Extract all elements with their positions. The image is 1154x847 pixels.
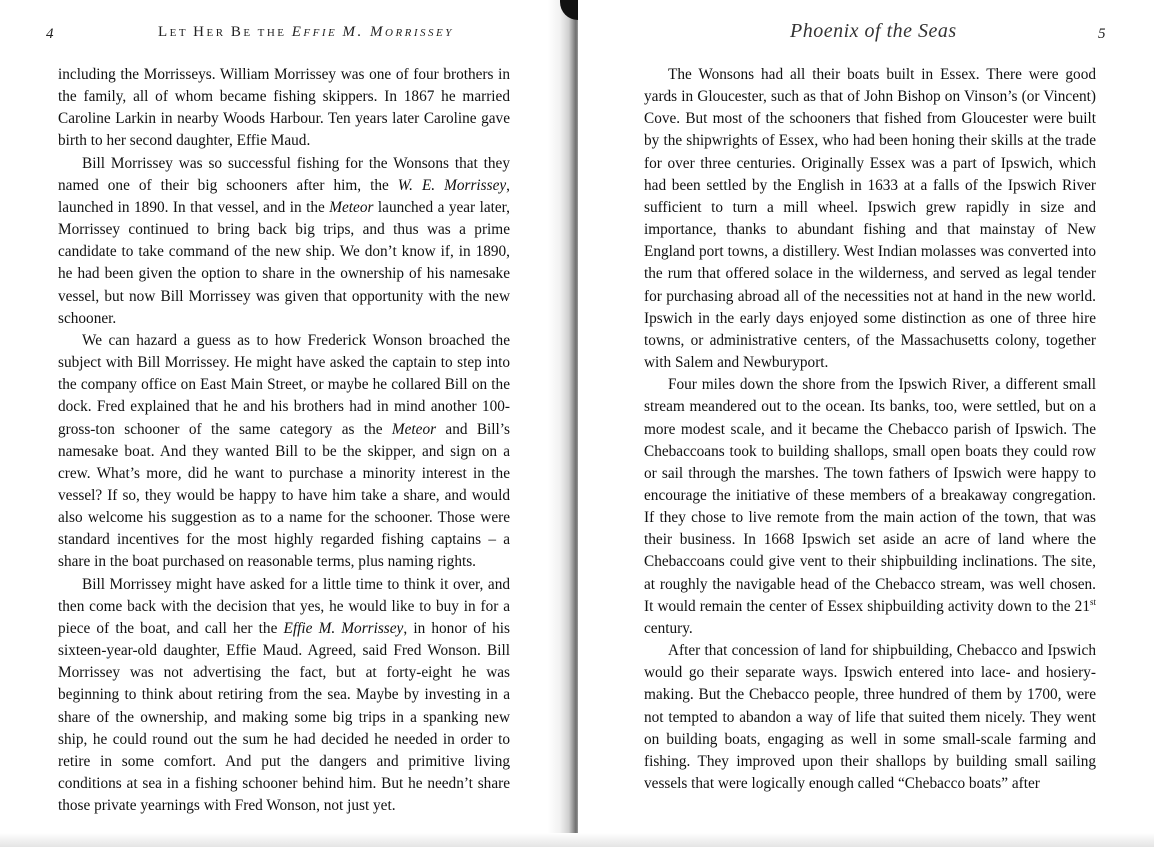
left-page [0, 0, 560, 847]
page-edge-shadow [0, 833, 1154, 847]
paragraph: We can hazard a guess as to how Frederick Wonson broached the subject with Bill Morrissey. He might have asked the captain to step into the company office on East Main Street, or maybe he collared Bill on the dock. Fred explained that he and his brothers had in mind another 100-gross-ton schooner of the same category as the Meteor and Bill’s namesake boat. And they wanted Bill to be the skipper, and sign on a crew. What’s more, did he want to purchase a minority interest in the vessel? If so, they would be happy to have him take a share, and would also welcome his suggestion as to a name for the schooner. Those were standard incentives for the most highly regarded fishing captains – a share in the boat purchased on reasonable terms, plus naming rights. [58, 331, 510, 571]
body-text [644, 64, 1096, 795]
running-head: Phoenix of the Seas [790, 20, 957, 42]
page-number: 4 [46, 26, 54, 42]
page-number: 5 [1098, 26, 1106, 42]
right-page [578, 0, 1154, 847]
paragraph: Four miles down the shore from the Ipswich River, a different small stream meandered out to the ocean. Its banks, too, were settled, but on a more modest scale, and it became the Chebacco parish of Ipswich. The Chebaccoans took to building shallops, small open boats they could row or sail through the marshes. The town fathers of Ipswich were happy to encourage the initiative of these members of a breakaway congregation. If they chose to live remote from the main action of the town, that was their business. In 1668 Ipswich set aside an acre of land where the Chebaccoans could give vent to their shipbuilding inclinations. The site, at roughly the navigable head of the Chebacco stream, was well chosen. It would remain the center of Essex shipbuilding activity down to the 21st century. [644, 376, 1096, 637]
paragraph: Bill Morrissey might have asked for a little time to think it over, and then come back with the decision that yes, he would like to buy in for a piece of the boat, and call her the Effie M. Morrissey, in honor of his sixteen-year-old daughter, Effie Maud. Agreed, said Fred Wonson. Bill Morrissey was not advertising the fact, but at forty-eight he was beginning to think about retiring from the sea. Maybe by investing in a share of the ownership, and making some big trips in a spanking new ship, he could round out the sum he had decided he needed in order to retire in some comfort. And put the dangers and primitive living conditions at sea in a fishing schooner behind him. But he needn’t share those private yearnings with Fred Wonson, not just yet. [58, 575, 510, 815]
paragraph: Bill Morrissey was so successful fishing for the Wonsons that they named one of their big schooners after him, the W. E. Morrissey, launched in 1890. In that vessel, and in the Meteor launched a year later, Morrissey continued to bring back big trips, and thus was a prime candidate to take command of the new ship. We don’t know if, in 1890, he had been given the option to share in the ownership of his namesake vessel, but now Bill Morrissey was given that opportunity with the new schooner. [58, 154, 510, 327]
paragraph: The Wonsons had all their boats built in Essex. There were good yards in Gloucester, such as that of John Bishop on Vinson’s (or Vincent) Cove. But most of the schooners that fished from Gloucester were built by the shipwrights of Essex, who had been honing their skills at the trade for over three centuries. Originally Essex was a part of Ipswich, which had been settled by the English in 1633 at a falls of the Ipswich River sufficient to turn a mill wheel. Ipswich grew rapidly in size and importance, thanks to abundant fishing and that mainstay of New England port towns, a distillery. West Indian molasses was converted into the rum that offered solace in the wilderness, and served as legal tender for purchasing abroad all of the necessities not at hand in the new world. Ipswich in the early days enjoyed some distinction as one of three hire towns, or administrative centers, of the Massachusetts colony, together with Salem and Newburyport. [644, 66, 1096, 372]
running-head: LET HER BE THE EFFIE M. MORRISSEY [158, 24, 454, 40]
paragraph: After that concession of land for shipbuilding, Chebacco and Ipswich would go their separate ways. Ipswich entered into lace- and hosiery-making. But the Chebacco people, three hundred of them by 1700, were not tempted to abandon a way of life that suited them nicely. They went on building boats, engaging as well in some small-scale farming and fishing. They improved upon their shallops by building small sailing vessels that were logically enough called “Chebacco boats” after [644, 642, 1096, 792]
paragraph: including the Morrisseys. William Morrissey was one of four brothers in the family, all of whom became fishing skippers. In 1867 he married Caroline Larkin in nearby Woods Harbour. Ten years later Caroline gave birth to her second daughter, Effie Maud. [58, 66, 510, 150]
body-text [58, 64, 510, 817]
